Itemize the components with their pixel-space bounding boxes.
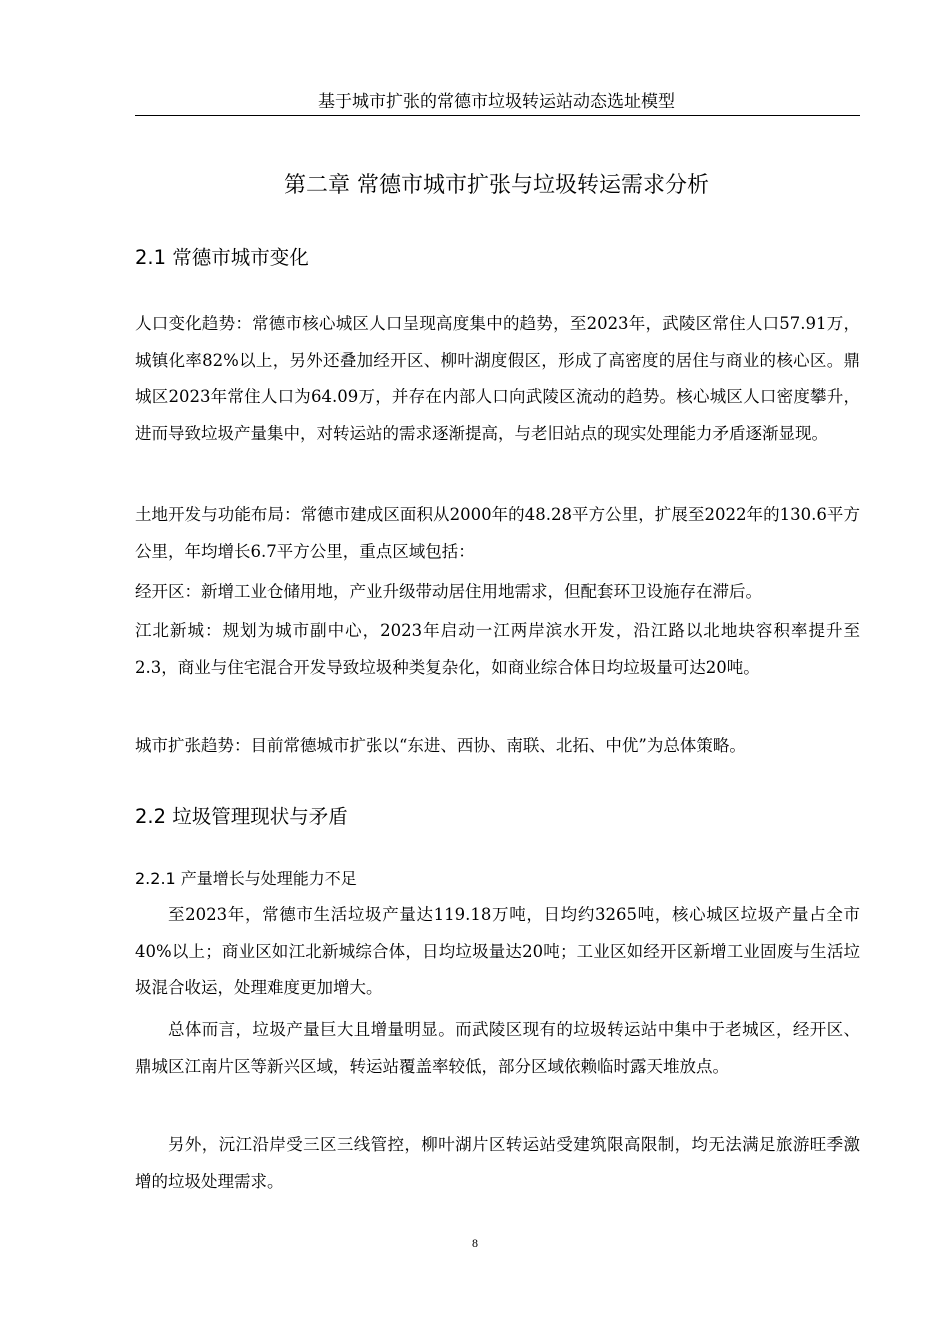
paragraph-river-lake-constraints: 另外，沅江沿岸受三区三线管控，柳叶湖片区转运站受建筑限高限制，均无法满足旅游旺季激增的垃圾处理需求。	[135, 1135, 860, 1191]
section-2-2-title: 2.2 垃圾管理现状与矛盾	[135, 805, 348, 828]
paragraph-land-development: 土地开发与功能布局：常德市建成区面积从2000年的48.28平方公里，扩展至2022年的130.6平方公里，年均增长6.7平方公里，重点区域包括：	[135, 505, 860, 561]
paragraph-station-coverage: 总体而言，垃圾产量巨大且增量明显。而武陵区现有的垃圾转运站中集中于老城区，经开区、鼎城区江南片区等新兴区域，转运站覆盖率较低，部分区域依赖临时露天堆放点。	[135, 1020, 860, 1076]
running-header: 基于城市扩张的常德市垃圾转运站动态选址模型	[318, 92, 675, 112]
paragraph-economic-zone: 经开区：新增工业仓储用地，产业升级带动居住用地需求，但配套环卫设施存在滞后。	[135, 582, 762, 601]
chapter-title: 第二章 常德市城市扩张与垃圾转运需求分析	[284, 173, 709, 198]
section-2-1-title: 2.1 常德市城市变化	[135, 246, 309, 269]
paragraph-waste-output: 至2023年，常德市生活垃圾产量达119.18万吨，日均约3265吨，核心城区垃圾产量占全市40%以上；商业区如江北新城综合体，日均垃圾量达20吨；工业区如经开区新增工业固废与生活垃圾混合收运，处理难度更加增大。	[135, 905, 860, 997]
page-number: 8	[472, 1236, 478, 1250]
paragraph-population-trend: 人口变化趋势：常德市核心城区人口呈现高度集中的趋势，至2023年，武陵区常住人口57.91万，城镇化率82%以上，另外还叠加经开区、柳叶湖度假区，形成了高密度的居住与商业的核心区。鼎城区2023年常住人口为64.09万，并存在内部人口向武陵区流动的趋势。核心城区人口密度攀升，进而导致垃圾产量集中，对转运站的需求逐渐提高，与老旧站点的现实处理能力矛盾逐渐显现。	[135, 314, 860, 443]
subsection-2-2-1-title: 2.2.1 产量增长与处理能力不足	[135, 869, 357, 888]
paragraph-expansion-trend: 城市扩张趋势：目前常德城市扩张以“东进、西协、南联、北拓、中优”为总体策略。	[135, 736, 746, 755]
header-divider	[135, 115, 860, 116]
paragraph-jiangbei-new-city: 江北新城：规划为城市副中心，2023年启动一江两岸滨水开发，沿江路以北地块容积率提升至2.3，商业与住宅混合开发导致垃圾种类复杂化，如商业综合体日均垃圾量可达20吨。	[135, 621, 860, 677]
